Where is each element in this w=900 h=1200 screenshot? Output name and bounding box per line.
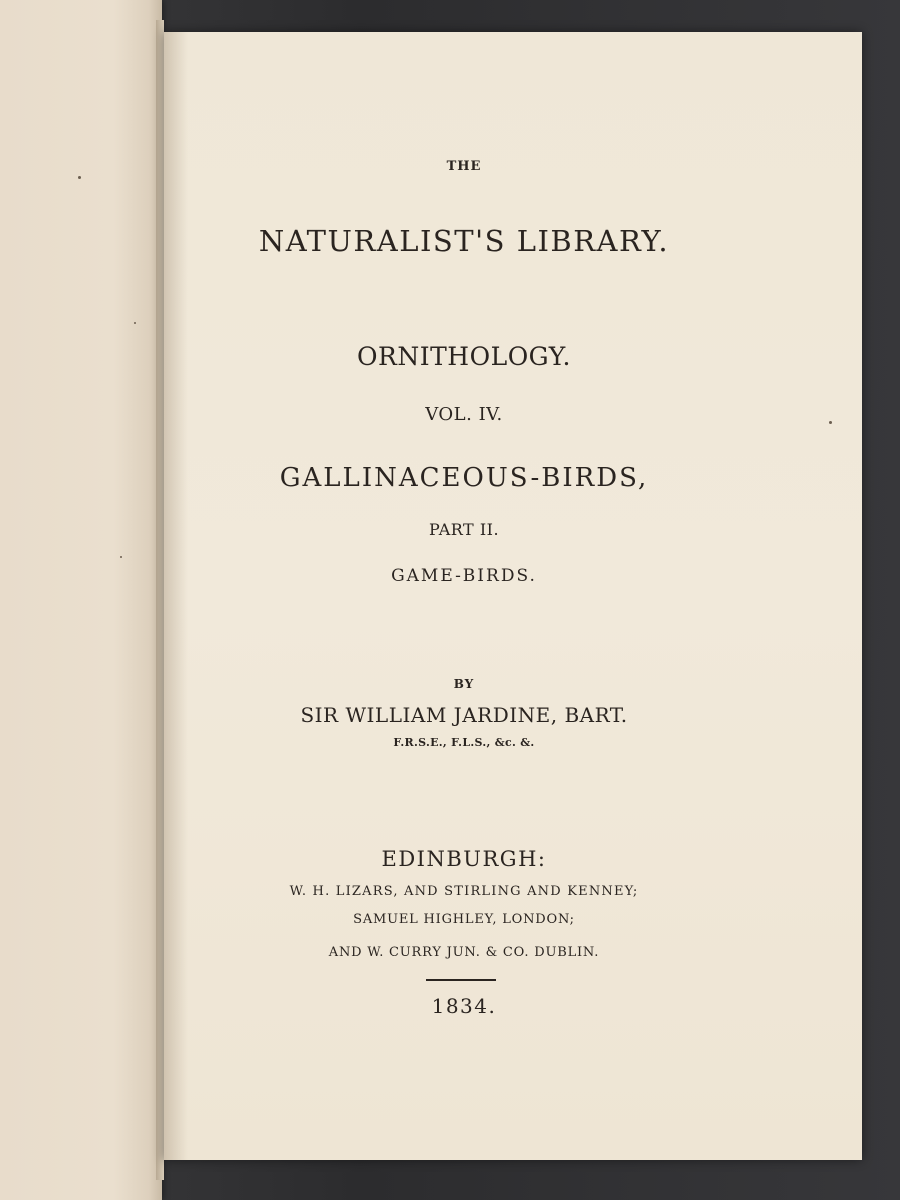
imprint-publisher-line: SAMUEL HIGHLEY, LONDON;: [353, 912, 575, 927]
imprint-publisher-line: W. H. LIZARS, AND STIRLING AND KENNEY;: [289, 884, 639, 899]
author-name: SIR WILLIAM JARDINE, BART.: [300, 703, 628, 727]
series-article: THE: [446, 159, 482, 174]
series-title: NATURALIST'S LIBRARY.: [258, 224, 670, 258]
imprint-divider-rule: [426, 979, 496, 981]
facing-blank-page: [0, 0, 162, 1200]
publication-year: 1834.: [431, 994, 497, 1018]
imprint-publisher-line: AND W. CURRY JUN. & CO. DUBLIN.: [328, 945, 600, 960]
title-page-content: [164, 32, 764, 1160]
volume-number: VOL. IV.: [425, 404, 503, 425]
paper-fleck: [134, 322, 136, 324]
paper-fleck: [829, 421, 832, 424]
paper-fleck: [78, 176, 81, 179]
imprint-city: EDINBURGH:: [381, 847, 547, 871]
page-stack-edge: [156, 20, 164, 1180]
part-title: GALLINACEOUS-BIRDS,: [279, 463, 649, 493]
paper-fleck: [120, 556, 122, 558]
author-credentials: F.R.S.E., F.L.S., &c. &.: [393, 736, 535, 749]
subject-heading: ORNITHOLOGY.: [357, 342, 571, 371]
by-line: BY: [453, 677, 475, 691]
book-subtitle: GAME-BIRDS.: [391, 566, 537, 586]
part-number: PART II.: [428, 520, 500, 539]
